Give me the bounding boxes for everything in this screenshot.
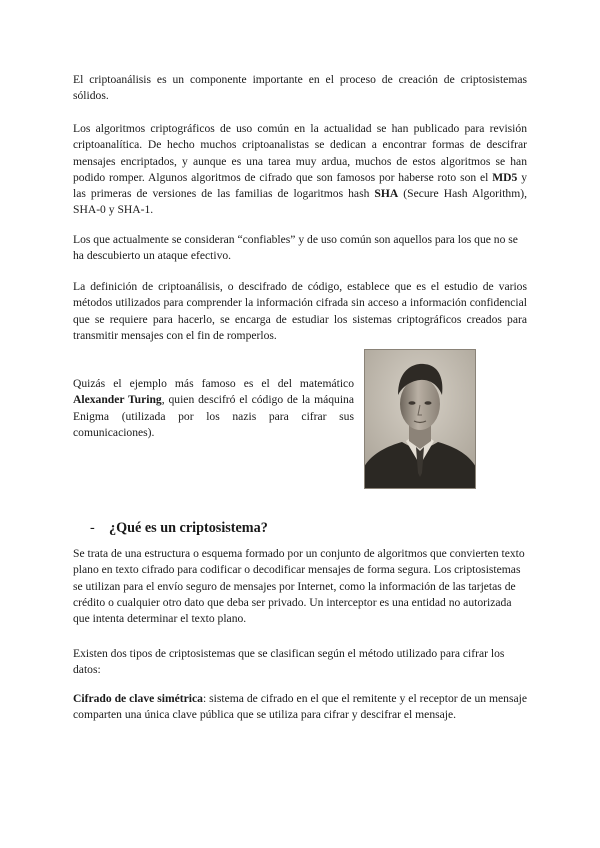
paragraph-types: Existen dos tipos de criptosistemas que se clasifican según el método utilizado para cifrar los datos:	[73, 647, 505, 677]
paragraph-intro: El criptoanálisis es un componente importante en el proceso de creación de criptosistemas sólidos.	[73, 73, 527, 103]
turing-portrait-photo	[364, 349, 476, 489]
paragraph-reliable: Los que actualmente se consideran “confiables” y de uso común son aquellos para los que no se ha descubierto un ataque efectivo.	[73, 233, 518, 263]
turing-name: Alexander Turing	[73, 393, 162, 407]
paragraph-turing: Quizás el ejemplo más famoso es el del matemático Alexander Turing, quien descifró el código de la máquina Enigma (utilizada por los nazis para cifrar sus comunicaciones).	[73, 377, 354, 439]
section-heading: - ¿Qué es un criptosistema?	[90, 520, 268, 536]
md5-term: MD5	[492, 170, 518, 184]
paragraph-algorithms: Los algoritmos criptográficos de uso común en la actualidad se han publicado para revisión criptoanalítica. De hecho muchos criptoanalistas se dedican a encontrar formas de descifrar mensajes encriptados, y aunque es una tarea muy ardua, muchos de estos algoritmos se han podido romper. Algunos algoritmos de cifrado que son famosos por haberse roto son el MD5 y las primeras de versiones de las familias de logaritmos hash SHA (Secure Hash Algorithm), SHA-0 y SHA-1.	[73, 122, 527, 217]
paragraph-symmetric-key: Cifrado de clave simétrica: sistema de cifrado en el que el remitente y el receptor de un mensaje comparten una única clave pública que se utiliza para cifrar y descifrar el mensaje.	[73, 692, 527, 722]
paragraph-definition: La definición de criptoanálisis, o descifrado de código, establece que es el estudio de varios métodos utilizados para comprender la información cifrada sin acceso a información confidencial que se requiere para hacerlo, se encarga de estudiar los sistemas criptográficos creados para transmitir mensajes con el fin de romperlos.	[73, 280, 527, 342]
symmetric-key-term: Cifrado de clave simétrica	[73, 692, 203, 705]
paragraph-cryptosystem-definition: Se trata de una estructura o esquema formado por un conjunto de algoritmos que convierten texto plano en texto cifrado para codificar o decodificar mensajes de forma segura. Los criptosistemas se utilizan para el envío seguro de mensajes por Internet, como la información de las tarjetas de crédito o cualquier otro dato que deba ser privado. Un interceptor es una entidad no autorizada que intenta determinar el texto plano.	[73, 547, 525, 626]
bullet-dash: -	[90, 520, 95, 536]
sha-term: SHA	[374, 187, 399, 201]
